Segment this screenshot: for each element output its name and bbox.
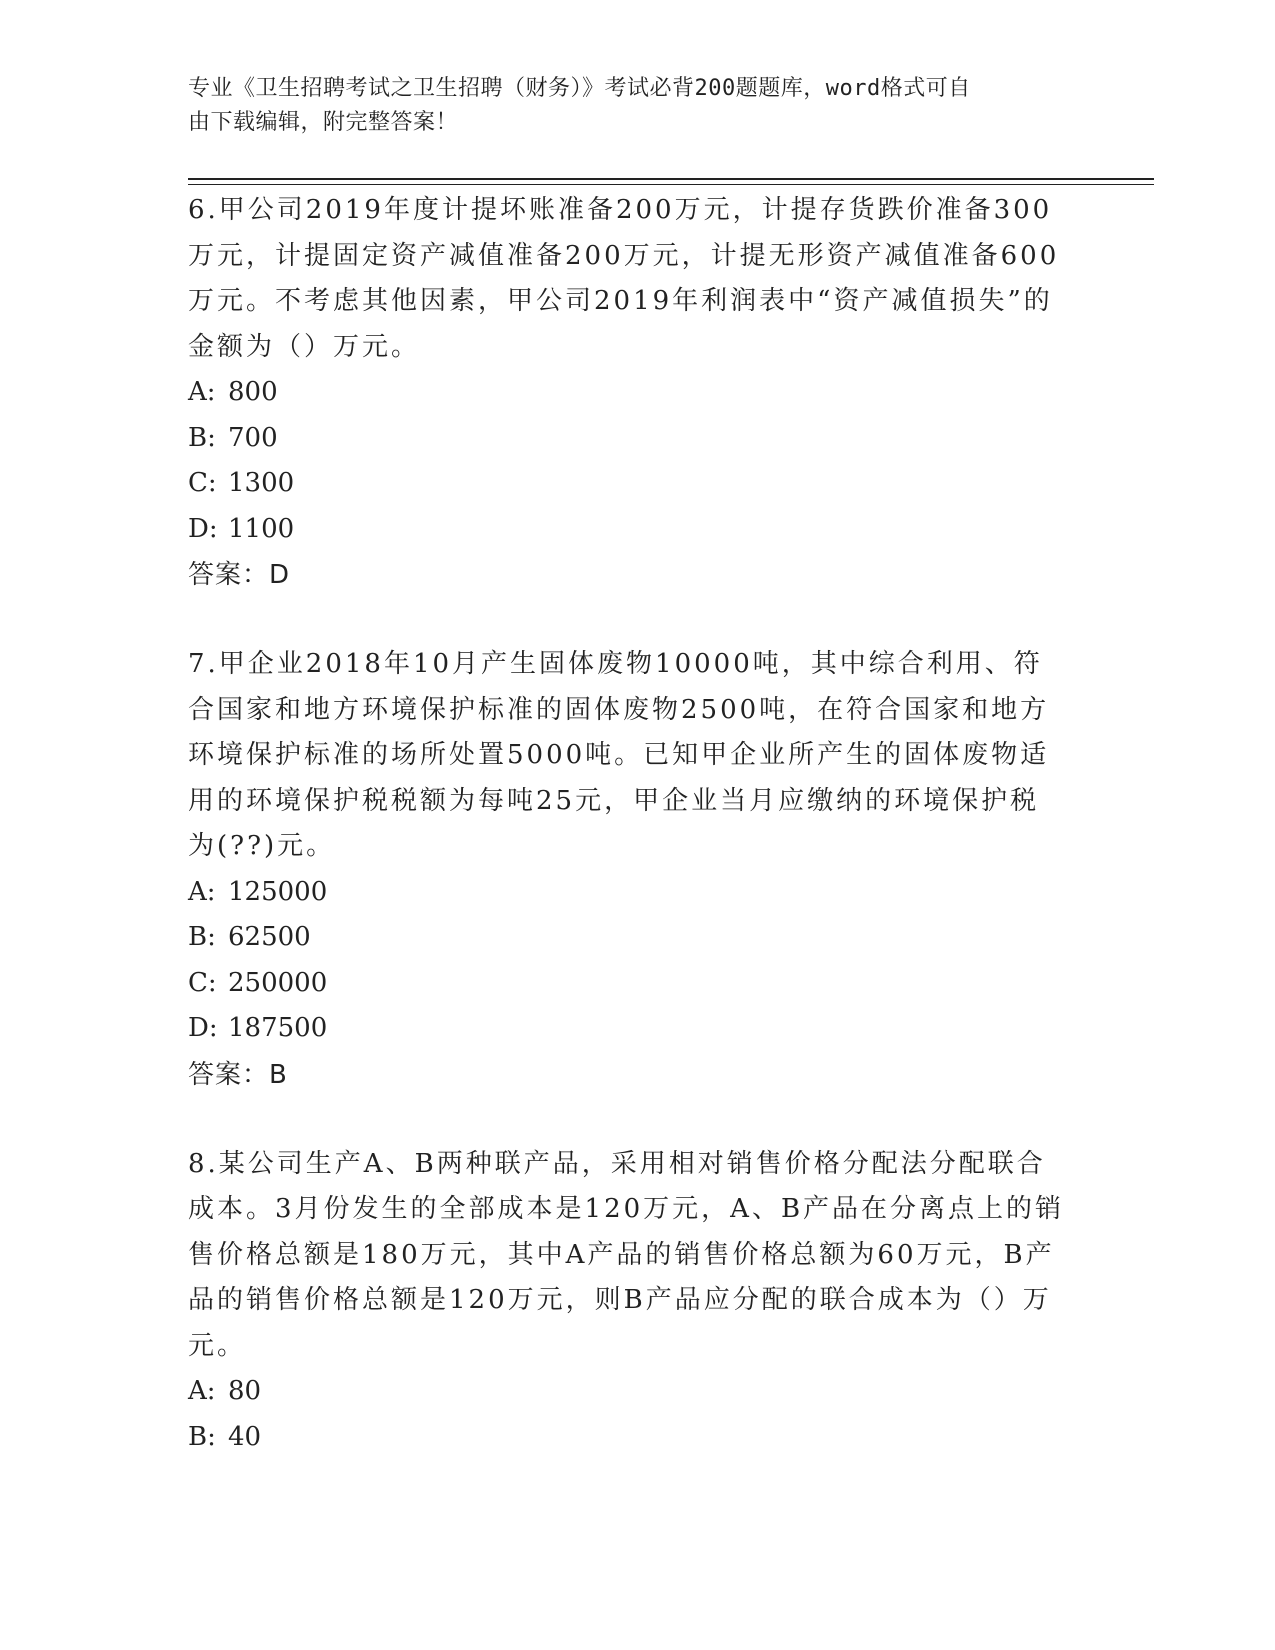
question-7 bbox=[188, 642, 1068, 1098]
question-list bbox=[188, 188, 1068, 1504]
option-c bbox=[188, 461, 1068, 507]
answer-text: 答案：D bbox=[188, 560, 291, 590]
option-label: B: bbox=[188, 922, 216, 952]
option-label: B: bbox=[188, 1421, 216, 1452]
option-value: 187500 bbox=[228, 1013, 328, 1043]
option-value: 800 bbox=[228, 377, 278, 407]
header-divider-thick bbox=[188, 178, 1154, 180]
option-a bbox=[188, 370, 1068, 416]
option-value: 80 bbox=[228, 1376, 262, 1406]
option-value: 40 bbox=[228, 1421, 262, 1452]
question-8 bbox=[188, 1142, 1068, 1461]
document-header bbox=[188, 72, 1068, 140]
option-value: 125000 bbox=[228, 876, 328, 907]
header-line-2: 由下载编辑，附完整答案！ bbox=[188, 110, 459, 135]
question-text: 7.甲企业2018年10月产生固体废物10000吨，其中综合利用、符合国家和地方环境保护标准的固体废物2500吨，在符合国家和地方环境保护标准的场所处置5000吨。已知甲企业所产生的固体废物适用的环境保护税税额为每吨25元，甲企业当月应缴纳的环境保护税为(??)元。 bbox=[188, 649, 1050, 861]
option-b bbox=[188, 1415, 1068, 1461]
option-d bbox=[188, 1006, 1068, 1052]
option-label: A: bbox=[188, 377, 216, 407]
answer-text: 答案：B bbox=[188, 1059, 288, 1090]
option-value: 250000 bbox=[228, 967, 328, 998]
option-b bbox=[188, 416, 1068, 462]
option-a bbox=[188, 1369, 1068, 1415]
option-a bbox=[188, 870, 1068, 916]
header-divider-thin bbox=[188, 184, 1154, 185]
header-line-1: 专业《卫生招聘考试之卫生招聘（财务）》考试必背200题题库，word格式可自 bbox=[188, 76, 971, 101]
option-d bbox=[188, 507, 1068, 553]
option-label: D: bbox=[188, 513, 218, 544]
option-label: D: bbox=[188, 1013, 218, 1043]
option-value: 1100 bbox=[228, 513, 295, 544]
option-b bbox=[188, 915, 1068, 961]
question-text: 6.甲公司2019年度计提坏账准备200万元，计提存货跌价准备300万元，计提固定资产减值准备200万元，计提无形资产减值准备600万元。不考虑其他因素，甲公司2019年利润表中“资产减值损失”的金额为（）万元。 bbox=[188, 195, 1060, 362]
option-label: C: bbox=[188, 967, 217, 998]
option-value: 62500 bbox=[228, 922, 311, 952]
option-value: 700 bbox=[228, 422, 278, 453]
question-6 bbox=[188, 188, 1068, 598]
option-c bbox=[188, 961, 1068, 1007]
question-text: 8.某公司生产A、B两种联产品，采用相对销售价格分配法分配联合成本。3月份发生的全部成本是120万元，A、B产品在分离点上的销售价格总额是180万元，其中A产品的销售价格总额为60万元，B产品的销售价格总额是120万元，则B产品应分配的联合成本为（）万元。 bbox=[188, 1148, 1065, 1361]
option-label: C: bbox=[188, 468, 217, 498]
option-label: A: bbox=[188, 1376, 216, 1406]
option-label: B: bbox=[188, 422, 216, 453]
option-value: 1300 bbox=[228, 468, 295, 498]
option-label: A: bbox=[188, 876, 216, 907]
